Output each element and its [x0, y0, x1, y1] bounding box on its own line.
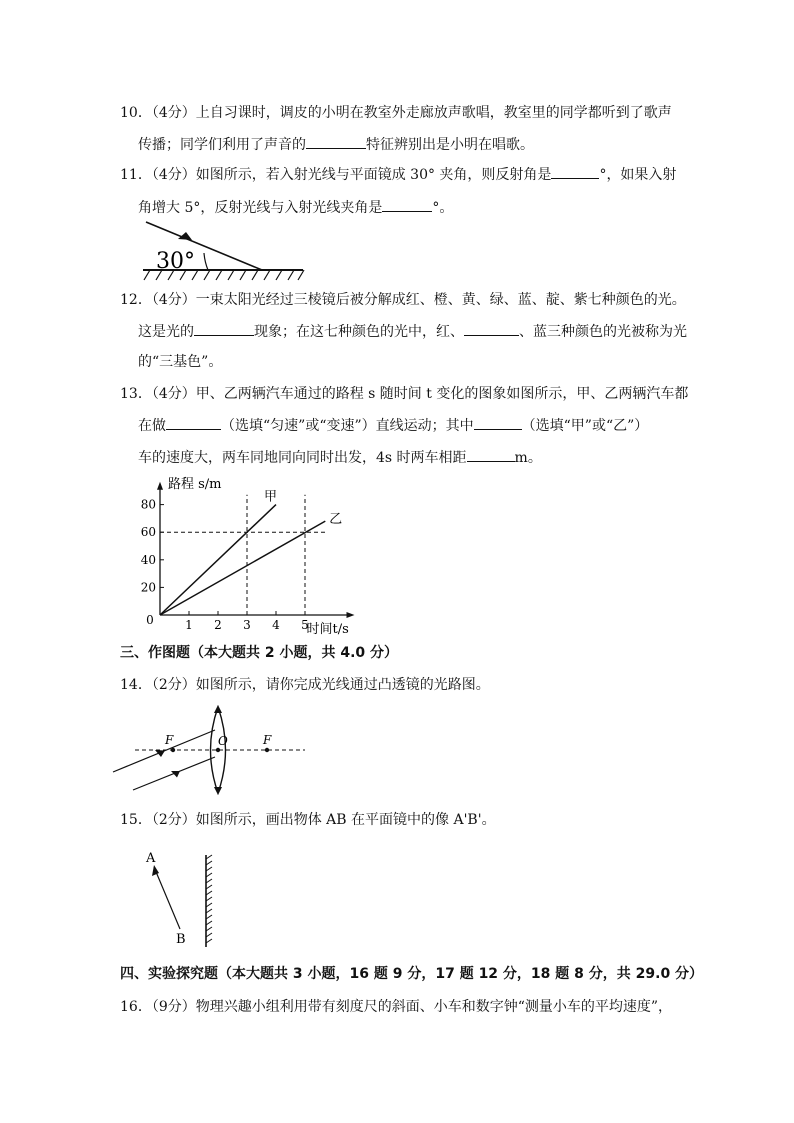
- x-axis-arrow: [347, 612, 355, 618]
- label-b: B: [176, 932, 186, 947]
- q11-line2-a: 角增大 5°，反射光线与入射光线夹角是: [138, 200, 383, 216]
- q15-mirror-figure: [140, 845, 230, 950]
- q11-blank-1: [551, 164, 599, 179]
- q11-line2-b: °。: [432, 200, 454, 216]
- label-f-right: F: [263, 733, 272, 747]
- q11-line2: [138, 197, 453, 218]
- q11-line1-a: 11．（4分）如图所示，若入射光线与平面镜成 30° 夹角，则反射角是: [120, 167, 552, 183]
- q12-line2-a: 这是光的: [138, 324, 194, 340]
- q10-line1: 10．（4分）上自习课时，调皮的小明在教室外走廊放声歌唱，教室里的同学都听到了歌声: [120, 105, 672, 121]
- q13-line3-b: m。: [514, 450, 542, 466]
- q11-mirror-figure: [138, 218, 308, 284]
- y-tick-label: 20: [140, 580, 156, 595]
- q11-line1: [120, 164, 676, 185]
- q10-blank: [306, 134, 366, 149]
- st-graph: [130, 472, 380, 642]
- x-tick-label: 4: [272, 618, 280, 632]
- q11-blank-2: [382, 197, 432, 212]
- series-label-jia: 甲: [264, 489, 278, 505]
- object-ab-arrow: [152, 865, 159, 876]
- q13-blank-3: [467, 447, 515, 462]
- section-3-heading: 三、作图题（本大题共 2 小题，共 4.0 分）: [120, 645, 399, 661]
- q12-line3: 的“三基色”。: [138, 354, 223, 370]
- focus-right: [265, 748, 269, 752]
- series-line-yi: [160, 521, 325, 615]
- q12-blank-1: [194, 321, 254, 336]
- y-axis-label: 路程 s/m: [168, 477, 222, 492]
- q10-line2: [138, 134, 534, 155]
- q16-text: 16．（9分）物理兴趣小组利用带有刻度尺的斜面、小车和数字钟“测量小车的平均速度”，: [120, 999, 673, 1015]
- q13-line2-b: （选填“匀速”或“变速”）直线运动；其中: [221, 418, 474, 434]
- x-axis-label: 时间t/s: [306, 622, 349, 637]
- q13-line1: 13．（4分）甲、乙两辆汽车通过的路程 s 随时间 t 变化的图象如图所示，甲、乙两辆汽车都: [120, 386, 689, 402]
- plane-mirror-hatching: [206, 855, 212, 943]
- q10-line2-a: 传播；同学们利用了声音的: [138, 137, 306, 153]
- lens-bottom-arrow: [214, 787, 222, 795]
- q11-line1-b: °，如果入射: [599, 167, 677, 183]
- q15-text: 15．（2分）如图所示，画出物体 AB 在平面镜中的像 A'B'。: [120, 812, 496, 828]
- q12-line2: [138, 321, 687, 342]
- q14-lens-figure: [105, 705, 315, 800]
- label-o: O: [218, 734, 228, 748]
- object-ab: [154, 867, 180, 929]
- q12-line2-b: 现象；在这七种颜色的光中，红、: [254, 324, 464, 340]
- x-tick-label: 3: [243, 618, 251, 632]
- q14-text: 14．（2分）如图所示，请你完成光线通过凸透镜的光路图。: [120, 677, 490, 693]
- x-tick-label: 2: [214, 618, 222, 632]
- label-a: A: [146, 851, 156, 866]
- lens-top-arrow: [214, 705, 222, 713]
- label-f-left: F: [165, 733, 174, 747]
- angle-label: 30°: [156, 249, 195, 274]
- q13-blank-1: [166, 415, 221, 430]
- q13-line2-c: （选填“甲”或“乙”）: [521, 418, 649, 434]
- section-4-heading: 四、实验探究题（本大题共 3 小题，16 题 9 分，17 题 12 分，18 题 8 分，共 29.0 分）: [120, 966, 704, 982]
- q13-line2: [138, 415, 648, 436]
- x-tick-label: 1: [185, 618, 193, 632]
- q13-line2-a: 在做: [138, 418, 166, 434]
- q13-blank-2: [474, 415, 522, 430]
- q12-blank-2: [464, 321, 519, 336]
- q13-line3: [138, 447, 542, 468]
- y-tick-label: 40: [140, 552, 156, 567]
- origin-label: 0: [146, 613, 154, 627]
- angle-arc: [204, 253, 208, 270]
- optical-center: [216, 748, 220, 752]
- q12-line1: 12．（4分）一束太阳光经过三棱镜后被分解成红、橙、黄、绿、蓝、靛、紫七种颜色的光。: [120, 292, 686, 308]
- q12-line2-c: 、蓝三种颜色的光被称为光: [519, 324, 687, 340]
- y-axis-arrow: [157, 482, 163, 490]
- x-tick-label: 5: [301, 618, 309, 632]
- y-tick-label: 60: [140, 525, 156, 540]
- y-tick-label: 80: [140, 497, 156, 512]
- series-label-yi: 乙: [329, 512, 343, 528]
- q13-line3-a: 车的速度大，两车同地同向同时出发，4s 时两车相距: [138, 450, 467, 466]
- q10-line2-b: 特征辨别出是小明在唱歌。: [366, 137, 534, 153]
